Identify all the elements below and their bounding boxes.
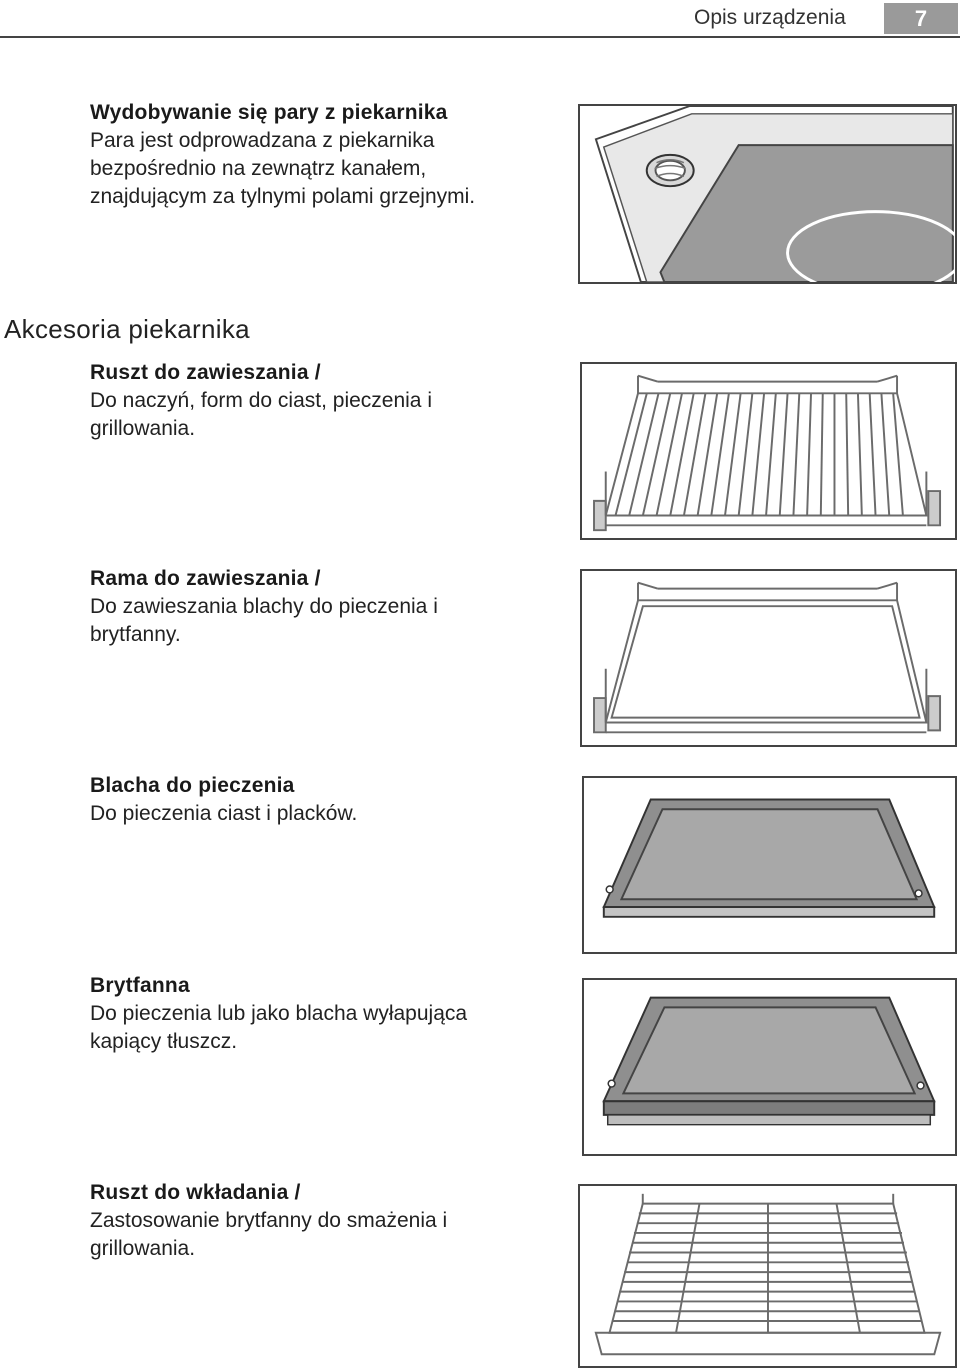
baking-tray-figure: [582, 776, 957, 954]
accessory-line: Do pieczenia lub jako blacha wyłapująca: [90, 1002, 468, 1025]
wire-shelf-figure: [580, 362, 957, 540]
accessory-line: kapiący tłuszcz.: [90, 1030, 238, 1053]
baking-tray-illustration: [584, 778, 955, 952]
accessory-wire-shelf: [90, 359, 570, 443]
steam-vent-figure: [578, 104, 957, 284]
accessory-deep-pan: [90, 972, 570, 1056]
accessory-title: Brytfanna: [90, 974, 190, 997]
accessory-baking-tray: [90, 772, 570, 828]
accessory-insert-rack: [90, 1179, 570, 1263]
accessory-title: Rama do zawieszania /: [90, 567, 321, 590]
steam-section: [90, 99, 570, 211]
accessory-line: Do pieczenia ciast i placków.: [90, 802, 358, 825]
accessory-title: Blacha do pieczenia: [90, 774, 295, 797]
deep-pan-illustration: [584, 980, 955, 1154]
accessory-line: Zastosowanie brytfanny do smażenia i: [90, 1209, 448, 1232]
accessory-line: Do naczyń, form do ciast, pieczenia i: [90, 389, 432, 412]
steam-line: Para jest odprowadzana z piekarnika: [90, 129, 435, 152]
insert-rack-figure: [578, 1184, 957, 1368]
deep-pan-figure: [582, 978, 957, 1156]
steam-title: Wydobywanie się pary z piekarnika: [90, 101, 448, 124]
insert-rack-illustration: [580, 1186, 955, 1366]
hanging-frame-illustration: [582, 571, 955, 745]
header-divider: [0, 36, 960, 38]
wire-shelf-illustration: [582, 364, 955, 538]
accessory-title: Ruszt do wkładania /: [90, 1181, 301, 1204]
accessory-title: Ruszt do zawieszania /: [90, 361, 321, 384]
accessories-heading: Akcesoria piekarnika: [4, 314, 250, 344]
steam-line: znajdującym za tylnymi polami grzejnymi.: [90, 185, 476, 208]
accessory-line: brytfanny.: [90, 623, 181, 646]
page-header-title: Opis urządzenia: [694, 6, 846, 29]
page-number: 7: [884, 3, 958, 34]
accessory-line: grillowania.: [90, 1237, 196, 1260]
accessory-line: grillowania.: [90, 417, 196, 440]
steam-line: bezpośrednio na zewnątrz kanałem,: [90, 157, 427, 180]
accessory-line: Do zawieszania blachy do pieczenia i: [90, 595, 438, 618]
hanging-frame-figure: [580, 569, 957, 747]
steam-vent-illustration: [580, 106, 955, 282]
accessory-hanging-frame: [90, 565, 570, 649]
